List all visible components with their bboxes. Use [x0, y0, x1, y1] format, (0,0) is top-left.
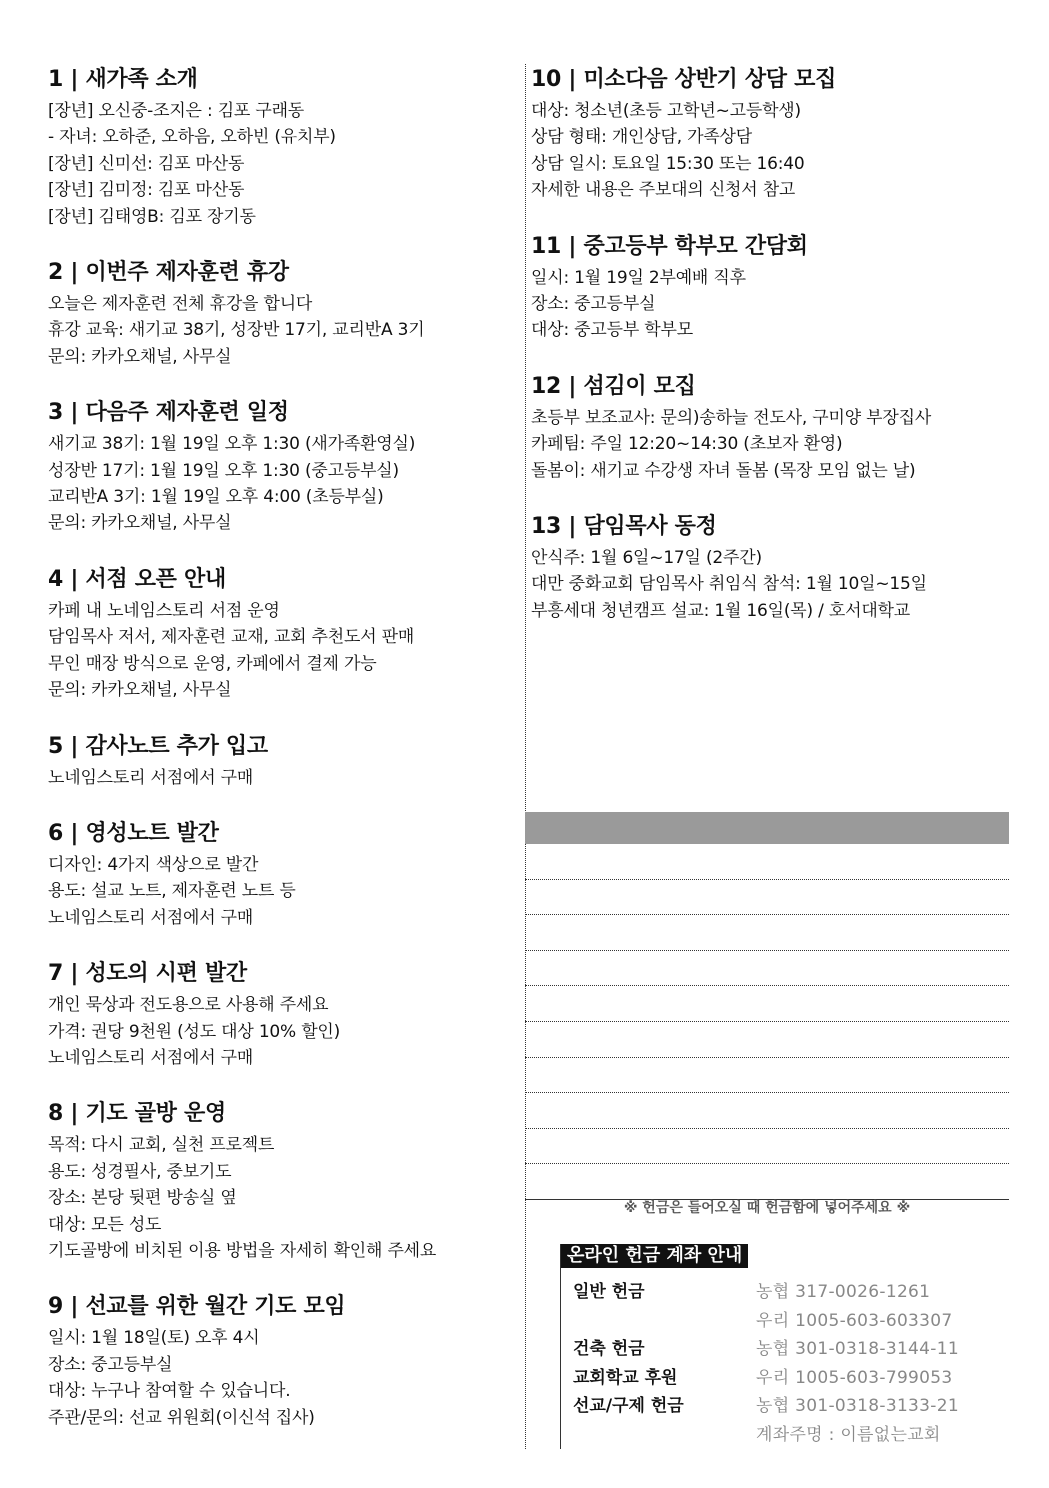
account-row [561, 1421, 1001, 1450]
section-5 [48, 731, 516, 791]
section-line: 자세한 내용은 주보대의 신청서 참고 [531, 180, 796, 201]
memo-line [525, 1058, 1009, 1094]
section-2 [48, 257, 516, 370]
section-line: 문의: 카카오채널, 사무실 [48, 680, 232, 701]
section-line: 일시: 1월 18일(토) 오후 4시 [48, 1328, 260, 1349]
section-title: 13 | 담임목사 동정 [531, 514, 717, 540]
section-line: 노네임스토리 서점에서 구매 [48, 767, 254, 788]
account-row [561, 1364, 1001, 1393]
section-line: 노네임스토리 서점에서 구매 [48, 1047, 254, 1068]
section-line: 새기교 38기: 1월 19일 오후 1:30 (새가족환영실) [48, 434, 416, 455]
section-line: 휴강 교육: 새기교 38기, 성장반 17기, 교리반A 3기 [48, 320, 425, 341]
memo-line [525, 880, 1009, 916]
section-title: 2 | 이번주 제자훈련 휴강 [48, 260, 289, 286]
section-line: 안식주: 1월 6일~17일 (2주간) [531, 548, 762, 569]
section-line: 대상: 누구나 참여할 수 있습니다. [48, 1381, 291, 1402]
section-line: 대상: 청소년(초등 고학년~고등학생) [531, 101, 801, 121]
section-title: 4 | 서점 오픈 안내 [48, 566, 226, 592]
online-offering-box [560, 1244, 1001, 1449]
section-line: 장소: 중고등부실 [48, 1354, 173, 1375]
section-6 [48, 818, 516, 931]
section-title: 5 | 감사노트 추가 입고 [48, 733, 268, 759]
section-line: 디자인: 4가지 색상으로 발간 [48, 854, 259, 875]
section-line: 무인 매장 방식으로 운영, 카페에서 결제 가능 [48, 653, 377, 674]
section-line: 상담 일시: 토요일 15:30 또는 16:40 [531, 153, 805, 174]
section-title: 10 | 미소다음 상반기 상담 모집 [531, 67, 837, 92]
section-line: [장년] 김태영B: 김포 장기동 [48, 206, 256, 227]
section-line: 일시: 1월 19일 2부예배 직후 [531, 267, 746, 288]
section-line: 기도골방에 비치된 이용 방법을 자세히 확인해 주세요 [48, 1240, 437, 1261]
section-line: 용도: 설교 노트, 제자훈련 노트 등 [48, 881, 296, 902]
account-number: 우리 1005-603-603307 [756, 1310, 953, 1331]
section-line: 대상: 중고등부 학부모 [531, 320, 693, 341]
section-line: 대만 중화교회 담임목사 취임식 참석: 1월 10일~15일 [531, 574, 927, 595]
memo-line [525, 1093, 1009, 1129]
section-title: 9 | 선교를 위한 월간 기도 모임 [48, 1294, 346, 1320]
section-line: [장년] 신미선: 김포 마산동 [48, 153, 245, 174]
section-title: 7 | 성도의 시편 발간 [48, 961, 247, 987]
left-column [48, 64, 516, 1431]
section-line: 카페 내 노네임스토리 서점 운영 [48, 600, 280, 621]
memo-line [525, 1129, 1009, 1165]
section-line: 돌봄이: 새기교 수강생 자녀 돌봄 (목장 모임 없는 날) [531, 460, 916, 481]
section-line: 상담 형태: 개인상담, 가족상담 [531, 127, 753, 148]
section-line: 성장반 17기: 1월 19일 오후 1:30 (중고등부실) [48, 460, 399, 481]
section-1 [48, 64, 516, 230]
section-line: 장소: 본당 뒷편 방송실 옆 [48, 1188, 237, 1209]
section-title: 11 | 중고등부 학부모 간담회 [531, 233, 808, 259]
section-line: 장소: 중고등부실 [531, 294, 656, 315]
section-13 [531, 511, 1009, 624]
offering-note: ※ 헌금은 들어오실 때 헌금함에 넣어주세요 ※ [623, 1200, 911, 1216]
section-11 [531, 231, 1009, 344]
column-divider [525, 64, 526, 1449]
section-10 [531, 64, 1009, 204]
account-holder: 계좌주명 : 이름없는교회 [756, 1424, 941, 1445]
section-12 [531, 371, 1009, 484]
section-line: 교리반A 3기: 1월 19일 오후 4:00 (초등부실) [48, 487, 384, 508]
section-title: 6 | 영성노트 발간 [48, 820, 219, 846]
section-line: 담임목사 저서, 제자훈련 교재, 교회 추천도서 판매 [48, 627, 415, 648]
section-title: 1 | 새가족 소개 [48, 67, 198, 92]
account-number: 농협 317-0026-1261 [756, 1282, 931, 1302]
account-number: 우리 1005-603-799053 [756, 1367, 953, 1388]
section-9 [48, 1291, 516, 1431]
section-line: 대상: 모든 성도 [48, 1214, 162, 1235]
section-title: 8 | 기도 골방 운영 [48, 1101, 226, 1127]
section-7 [48, 958, 516, 1071]
section-line: 주관/문의: 선교 위원회(이신석 집사) [48, 1407, 315, 1428]
memo-line [525, 844, 1009, 880]
section-title: 12 | 섬김이 모집 [531, 373, 696, 399]
account-row [561, 1392, 1001, 1421]
section-line: 문의: 카카오채널, 사무실 [48, 346, 232, 367]
section-line: 오늘은 제자훈련 전체 휴강을 합니다 [48, 294, 313, 315]
section-line: - 자녀: 오하준, 오하음, 오하빈 (유치부) [48, 127, 336, 148]
account-name [561, 1421, 756, 1450]
memo-line [525, 915, 1009, 951]
account-name: 선교/구제 헌금 [573, 1396, 684, 1416]
online-offering-title: 온라인 헌금 계좌 안내 [561, 1244, 748, 1268]
account-number: 농협 301-0318-3144-11 [756, 1339, 959, 1359]
section-line: 목적: 다시 교회, 실천 프로젝트 [48, 1135, 275, 1156]
account-name: 교회학교 후원 [573, 1367, 678, 1388]
section-line: 카페팀: 주일 12:20~14:30 (초보자 환영) [531, 434, 843, 455]
section-line: 초등부 보조교사: 문의)송하늘 전도사, 구미양 부장집사 [531, 407, 932, 428]
memo-area [525, 812, 1009, 1200]
right-column [531, 64, 1009, 624]
section-8 [48, 1098, 516, 1264]
section-line: [장년] 오신중-조지은 : 김포 구래동 [48, 101, 305, 121]
section-line: 문의: 카카오채널, 사무실 [48, 513, 232, 534]
memo-line [525, 951, 1009, 987]
section-line: 개인 묵상과 전도용으로 사용해 주세요 [48, 995, 329, 1016]
account-name: 일반 헌금 [573, 1282, 645, 1302]
account-row [561, 1335, 1001, 1364]
memo-line [525, 986, 1009, 1022]
section-3 [48, 397, 516, 537]
section-line: 용도: 성경필사, 중보기도 [48, 1161, 232, 1182]
section-title: 3 | 다음주 제자훈련 일정 [48, 400, 289, 426]
section-line: [장년] 김미정: 김포 마산동 [48, 180, 245, 201]
section-line: 노네임스토리 서점에서 구매 [48, 907, 254, 928]
account-number: 농협 301-0318-3133-21 [756, 1396, 959, 1416]
account-row [561, 1307, 1001, 1336]
section-4 [48, 564, 516, 704]
memo-line [525, 1164, 1009, 1200]
memo-header-bar [525, 812, 1009, 844]
account-name [561, 1307, 756, 1336]
memo-line [525, 1022, 1009, 1058]
account-name: 건축 헌금 [573, 1339, 645, 1359]
account-row [561, 1278, 1001, 1307]
section-line: 부흥세대 청년캠프 설교: 1월 16일(목) / 호서대학교 [531, 600, 910, 621]
section-line: 가격: 권당 9천원 (성도 대상 10% 할인) [48, 1021, 341, 1042]
